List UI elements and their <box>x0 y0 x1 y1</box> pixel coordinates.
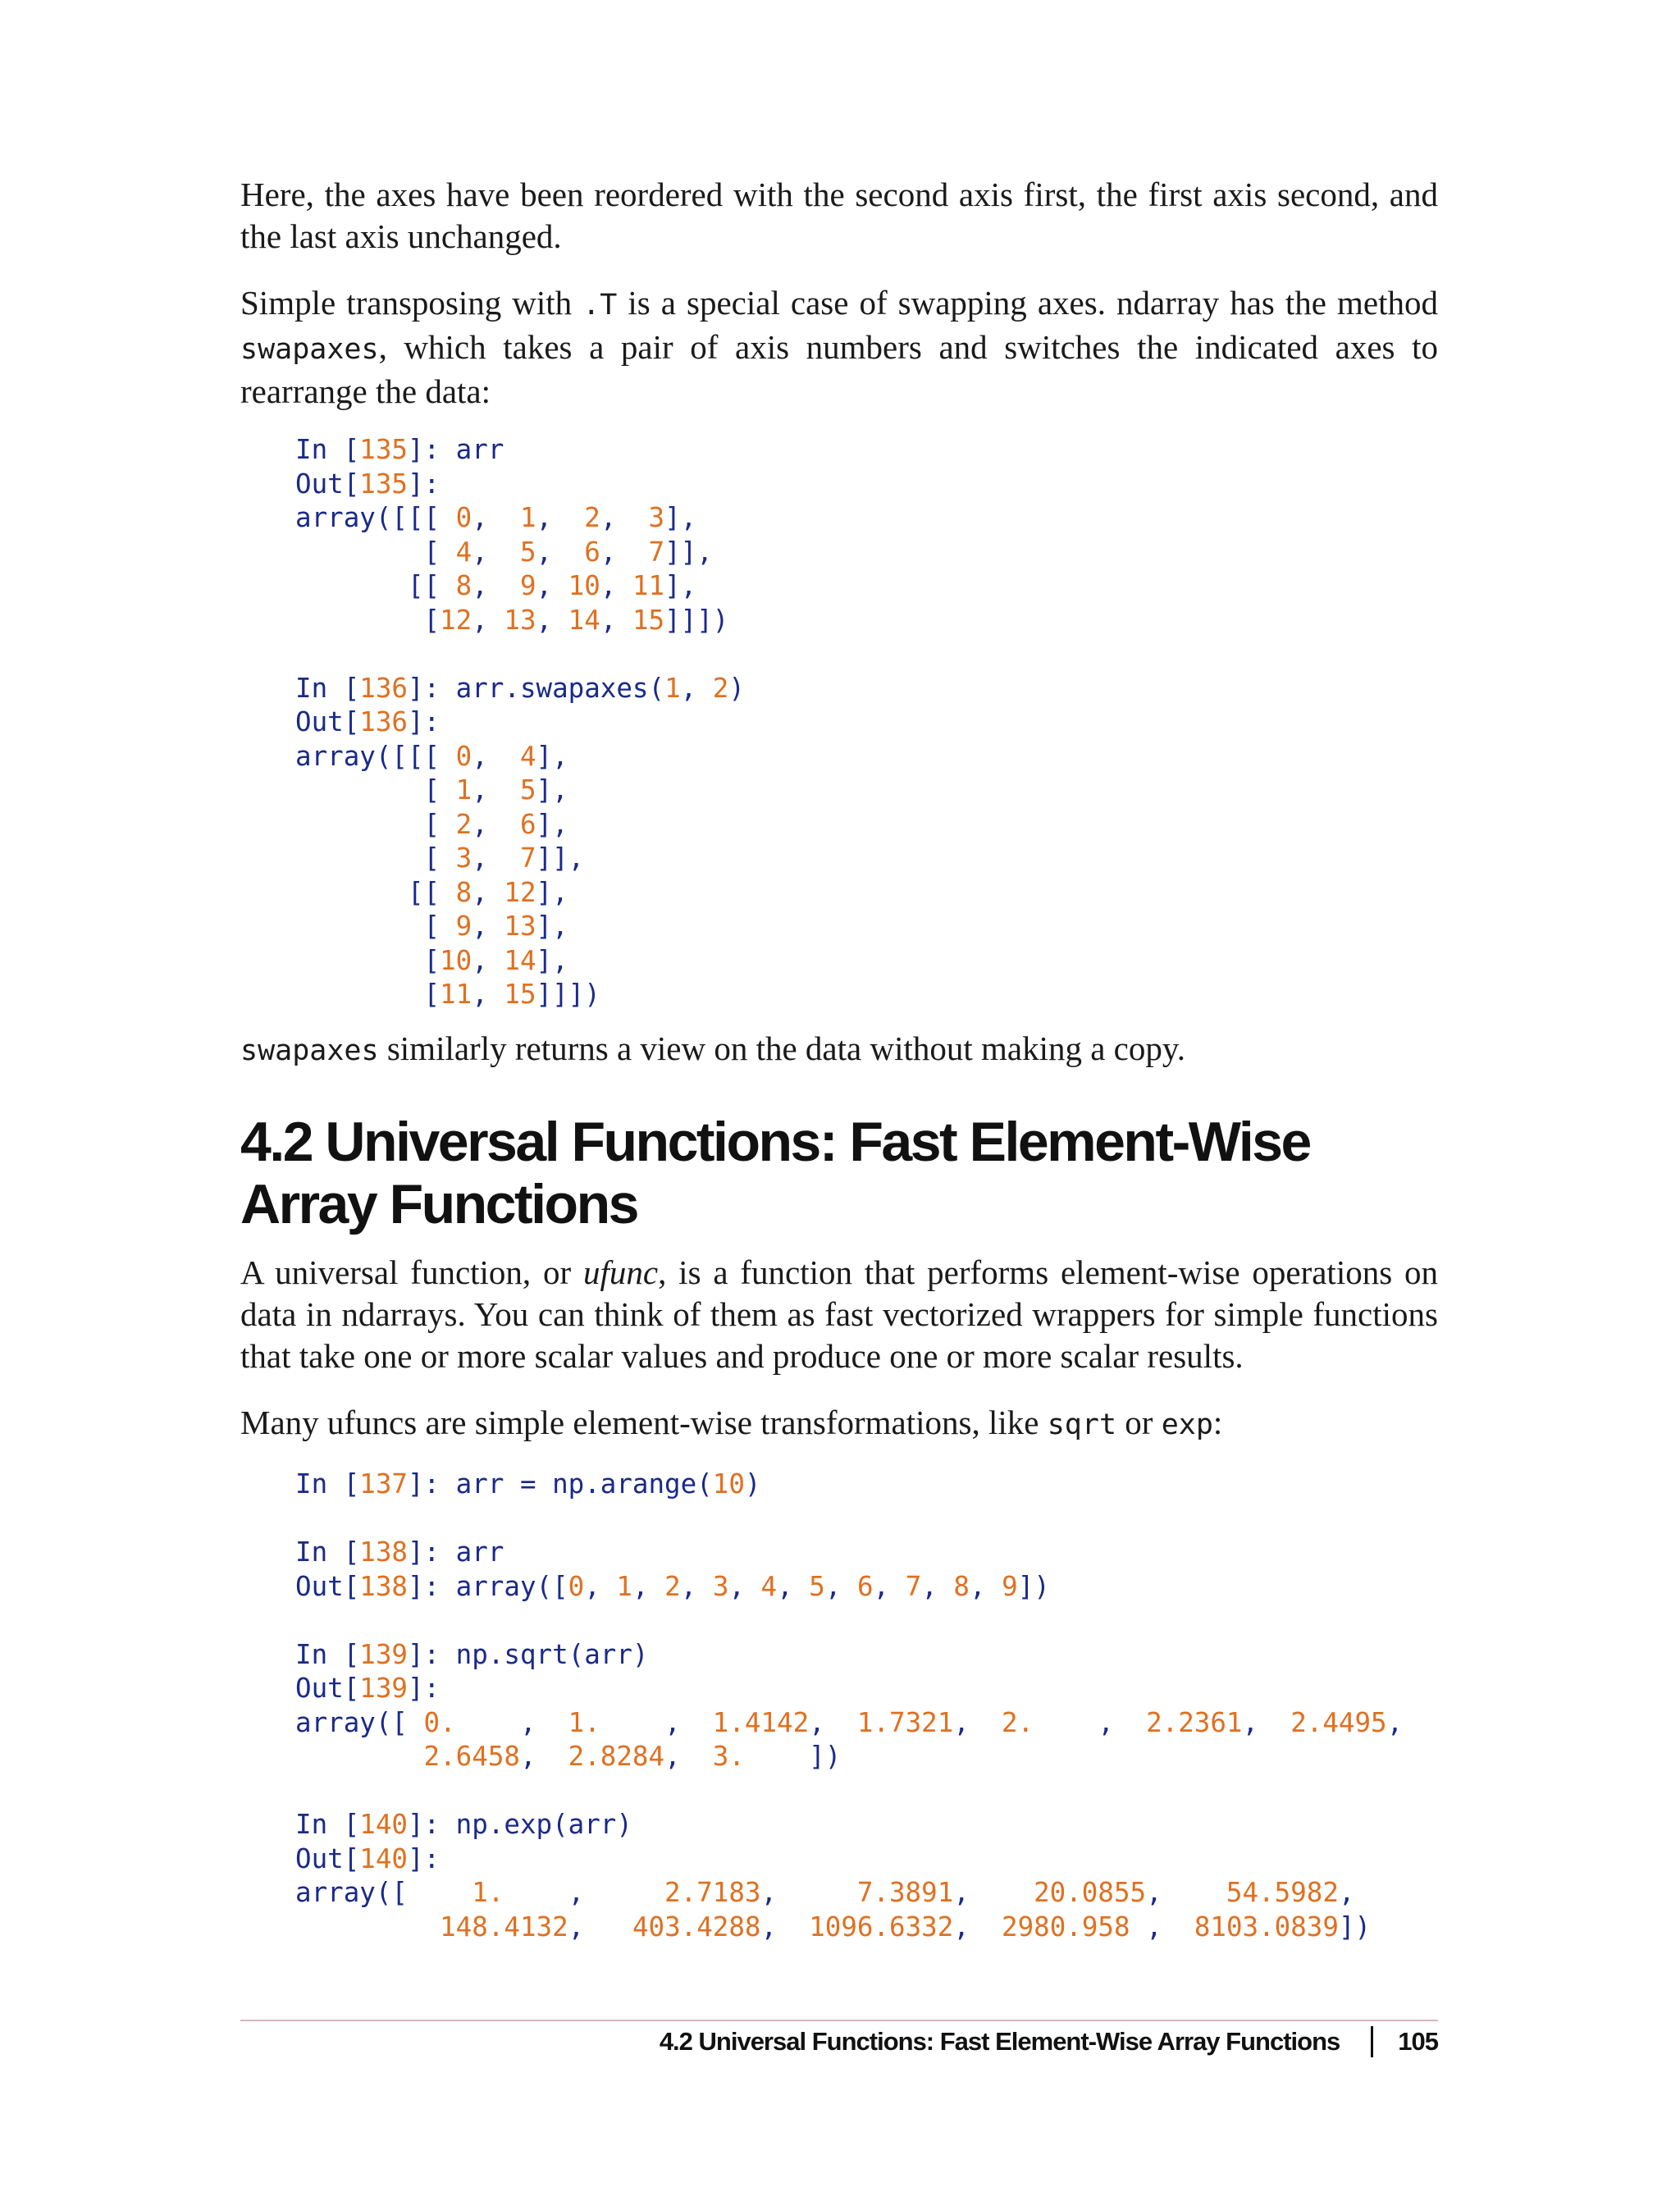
code-text: ]: <box>407 1842 441 1874</box>
code-text: , <box>632 1570 665 1602</box>
code-text: ]: <box>407 468 441 500</box>
code-text: , <box>536 502 585 533</box>
code-text <box>295 1911 440 1942</box>
code-line <box>295 1911 1403 1945</box>
code-line <box>295 433 745 468</box>
code-line <box>295 1808 1403 1842</box>
code-number: 140 <box>359 1809 408 1840</box>
code-number: 14 <box>568 604 600 636</box>
code-line <box>295 842 745 876</box>
code-text: ]: <box>407 1673 441 1704</box>
code-line <box>295 1876 1403 1911</box>
code-number: 0. <box>423 1706 456 1738</box>
code-text: , <box>519 1741 568 1772</box>
inline-code-swapaxes: swapaxes <box>240 1034 379 1067</box>
code-text: [[ <box>295 876 456 908</box>
code-line <box>295 944 745 979</box>
code-text: ) <box>744 1468 761 1500</box>
code-text: , <box>472 570 520 601</box>
code-line <box>295 1672 1403 1706</box>
code-line <box>295 672 745 706</box>
code-number: 8103.0839 <box>1194 1911 1339 1942</box>
code-text: , <box>600 1706 713 1738</box>
code-number: 13 <box>504 911 536 942</box>
code-text: [ <box>295 842 456 874</box>
code-line <box>295 1604 1403 1638</box>
code-text: , <box>472 979 504 1010</box>
footer-rule <box>240 2020 1438 2021</box>
code-text: , <box>504 1877 665 1908</box>
code-text: , <box>472 502 520 533</box>
code-line <box>295 1502 1403 1536</box>
text: similarly returns a view on the data without making a copy. <box>378 1029 1185 1067</box>
code-number: 6 <box>856 1570 874 1602</box>
code-number: 10 <box>568 570 600 601</box>
code-text: [ <box>343 1842 360 1874</box>
paragraph-many-ufuncs <box>240 1402 1438 1446</box>
code-number: 4 <box>519 740 536 772</box>
code-text: , <box>455 1706 568 1738</box>
code-number: 4 <box>455 536 472 568</box>
code-number: 1.4142 <box>712 1706 810 1738</box>
code-prompt: In <box>295 1809 328 1840</box>
code-number: 2.7183 <box>664 1877 761 1908</box>
section-heading: 4.2 Universal Functions: Fast Element-Wise Array Functions <box>240 1111 1310 1235</box>
code-number: 6 <box>584 536 600 568</box>
code-text: , <box>536 536 585 568</box>
code-text: , <box>921 1570 954 1602</box>
code-text: , <box>1034 1706 1147 1738</box>
code-text: ]]]) <box>536 979 600 1010</box>
code-number: 11 <box>632 570 665 601</box>
code-line <box>295 978 745 1012</box>
code-number: 138 <box>359 1536 408 1568</box>
code-text: , <box>472 604 504 636</box>
code-text: ], <box>664 570 697 601</box>
code-text: [ <box>343 468 360 500</box>
code-number: 1 <box>455 774 472 806</box>
code-text: , <box>600 502 649 533</box>
code-line <box>295 1638 1403 1673</box>
code-number: 12 <box>440 604 472 636</box>
code-text: ]: array([ <box>407 1570 568 1602</box>
code-number: 54.5982 <box>1226 1877 1339 1908</box>
code-text: , <box>472 536 520 568</box>
code-line <box>295 876 745 911</box>
code-line <box>295 808 745 842</box>
code-line <box>295 1706 1403 1741</box>
code-text: , <box>600 536 649 568</box>
code-text: , <box>472 774 520 806</box>
code-text: ]: arr <box>407 434 504 465</box>
code-number: 8 <box>953 1570 970 1602</box>
code-number: 138 <box>359 1570 408 1602</box>
code-line <box>295 740 745 774</box>
code-text <box>295 1741 424 1772</box>
code-number: 12 <box>504 876 536 908</box>
code-text: array([[[ <box>295 740 456 772</box>
code-text: ]: np.sqrt(arr) <box>407 1638 649 1670</box>
code-text: , <box>953 1911 1002 1942</box>
code-prompt: In <box>295 434 328 465</box>
code-number: 9 <box>519 570 536 601</box>
code-number: 139 <box>359 1638 408 1670</box>
code-line <box>295 1740 1403 1774</box>
code-text: , <box>1242 1706 1291 1738</box>
code-prompt: In <box>295 672 328 704</box>
text: Simple transposing with <box>240 284 583 322</box>
code-number: 137 <box>359 1468 408 1500</box>
code-text: ]: <box>407 706 441 737</box>
code-text: [ <box>343 1673 360 1704</box>
code-number: 2.4495 <box>1290 1706 1387 1738</box>
code-number: 7 <box>905 1570 922 1602</box>
code-text: , <box>760 1877 857 1908</box>
code-number: 0 <box>568 1570 585 1602</box>
code-number: 8 <box>455 570 472 601</box>
code-number: 2.8284 <box>568 1741 665 1772</box>
text: or <box>1116 1404 1162 1441</box>
code-text: , <box>728 1570 761 1602</box>
code-text: ], <box>536 740 568 772</box>
code-text: ) <box>728 672 745 704</box>
text: A universal function, or <box>240 1253 583 1291</box>
code-text: [ <box>327 1468 360 1500</box>
code-text: , <box>873 1570 906 1602</box>
code-number: 15 <box>504 979 536 1010</box>
code-number: 2.2361 <box>1146 1706 1243 1738</box>
code-text: [ <box>295 774 456 806</box>
code-text: , <box>472 842 520 874</box>
code-number: 0 <box>455 740 472 772</box>
code-number: 15 <box>632 604 665 636</box>
code-line <box>295 536 745 570</box>
code-line <box>295 705 745 740</box>
code-text: [ <box>327 434 360 465</box>
code-prompt: Out <box>295 706 344 737</box>
code-text: [ <box>343 1570 360 1602</box>
page-footer <box>660 2026 1438 2057</box>
code-number: 2 <box>664 1570 681 1602</box>
code-number: 3 <box>648 502 665 533</box>
code-number: 7 <box>519 842 536 874</box>
code-text: ]], <box>664 536 713 568</box>
code-number: 403.4288 <box>632 1911 761 1942</box>
code-number: 11 <box>440 979 472 1010</box>
code-number: 10 <box>440 944 472 976</box>
code-text: [ <box>327 1809 360 1840</box>
inline-code-sqrt: sqrt <box>1047 1408 1117 1441</box>
code-text: , <box>969 1570 1002 1602</box>
code-text: ]: arr = np.arange( <box>407 1468 713 1500</box>
code-number: 3 <box>712 1570 729 1602</box>
paragraph-swapaxes-view <box>240 1028 1438 1072</box>
code-text: , <box>472 740 520 772</box>
paragraph-ufunc-definition <box>240 1252 1438 1377</box>
code-text: , <box>809 1706 857 1738</box>
code-text: , <box>1386 1706 1404 1738</box>
code-number: 9 <box>1002 1570 1018 1602</box>
code-prompt: Out <box>295 1673 344 1704</box>
code-text: , <box>824 1570 857 1602</box>
text: is a special case of swapping axes. ndarray has the method <box>617 284 1438 322</box>
code-text: , <box>472 944 504 976</box>
code-text: [ <box>295 911 456 942</box>
code-number: 2980.958 <box>1002 1911 1130 1942</box>
code-number: 1 <box>616 1570 632 1602</box>
text: : <box>1212 1404 1223 1441</box>
code-text: [ <box>327 1638 360 1670</box>
code-number: 3. <box>712 1741 745 1772</box>
code-text: ]: arr <box>407 1536 504 1568</box>
code-line <box>295 1468 1403 1502</box>
code-line <box>295 910 745 944</box>
code-number: 148.4132 <box>440 1911 568 1942</box>
code-prompt: In <box>295 1536 328 1568</box>
code-number: 1 <box>664 672 681 704</box>
code-number: 136 <box>359 672 408 704</box>
code-block-swapaxes <box>295 433 745 1012</box>
text: , which takes a pair of axis numbers and switches the indicated axes to rearrange the data: <box>240 328 1438 410</box>
code-number: 2 <box>584 502 600 533</box>
inline-code-T: .T <box>582 289 618 322</box>
code-text: [ <box>295 944 441 976</box>
code-prompt: In <box>295 1468 328 1500</box>
code-text: , <box>536 570 568 601</box>
code-text: , <box>680 672 713 704</box>
paragraph-transposing <box>240 282 1438 413</box>
code-text: , <box>953 1706 1002 1738</box>
text: , is a function that performs element-wise operations on data in ndarrays. You can think of them as fast vectorized wrappers for simple functions that take one or more scalar values and produce one or more scalar results. <box>240 1253 1439 1375</box>
footer-section-title: 4.2 Universal Functions: Fast Element-Wise Array Functions <box>659 2027 1340 2056</box>
code-line <box>295 1842 1403 1877</box>
code-line <box>295 1570 1403 1605</box>
code-text: [ <box>295 604 441 636</box>
code-text: array([ <box>295 1877 472 1908</box>
code-number: 7.3891 <box>856 1877 954 1908</box>
code-text: array([[[ <box>295 502 456 533</box>
code-text: , <box>680 1570 713 1602</box>
code-text: ], <box>536 774 568 806</box>
code-text: array([ <box>295 1706 424 1738</box>
code-text: , <box>664 1741 713 1772</box>
code-prompt: Out <box>295 1842 344 1874</box>
code-number: 1.7321 <box>856 1706 954 1738</box>
code-text: ]) <box>744 1741 842 1772</box>
code-text: ], <box>536 911 568 942</box>
code-number: 13 <box>504 604 536 636</box>
code-text: ]) <box>1017 1570 1050 1602</box>
inline-code-exp: exp <box>1161 1408 1213 1441</box>
code-line <box>295 468 745 502</box>
code-text: , <box>568 1911 632 1942</box>
code-number: 1 <box>519 502 536 533</box>
code-number: 20.0855 <box>1034 1877 1147 1908</box>
code-number: 139 <box>359 1673 408 1704</box>
code-line <box>295 604 745 638</box>
code-text: ], <box>536 876 568 908</box>
code-number: 7 <box>648 536 665 568</box>
code-text: ]], <box>536 842 585 874</box>
code-number: 14 <box>504 944 536 976</box>
code-number: 9 <box>455 911 472 942</box>
code-text: , <box>1130 1911 1194 1942</box>
code-number: 3 <box>455 842 472 874</box>
code-number: 0 <box>455 502 472 533</box>
code-text: [ <box>343 706 360 737</box>
code-line <box>295 501 745 536</box>
code-text: , <box>1338 1877 1355 1908</box>
code-prompt: Out <box>295 468 344 500</box>
code-text: ], <box>536 808 568 840</box>
code-text: ], <box>664 502 697 533</box>
code-prompt: In <box>295 1638 328 1670</box>
code-number: 1. <box>568 1706 600 1738</box>
code-text: , <box>777 1570 810 1602</box>
code-text: ]]]) <box>664 604 729 636</box>
code-text: , <box>536 604 568 636</box>
inline-code-swapaxes: swapaxes <box>240 333 379 366</box>
code-number: 5 <box>519 774 536 806</box>
code-line <box>295 1774 1403 1809</box>
code-text: [ <box>295 536 456 568</box>
code-text: , <box>953 1877 1034 1908</box>
code-number: 2.6458 <box>423 1741 520 1772</box>
code-number: 8 <box>455 876 472 908</box>
text: Many ufuncs are simple element-wise transformations, like <box>240 1404 1048 1441</box>
code-number: 2 <box>455 808 472 840</box>
code-text: [ <box>295 979 441 1010</box>
code-number: 1096.6332 <box>809 1911 954 1942</box>
code-number: 5 <box>519 536 536 568</box>
code-text: , <box>600 604 632 636</box>
code-number: 2. <box>1001 1706 1034 1738</box>
code-prompt: Out <box>295 1570 344 1602</box>
code-number: 6 <box>519 808 536 840</box>
code-text: , <box>472 911 504 942</box>
code-line <box>295 569 745 604</box>
code-text: ], <box>536 944 568 976</box>
code-number: 2 <box>712 672 729 704</box>
code-text: , <box>1146 1877 1226 1908</box>
code-number: 5 <box>809 1570 825 1602</box>
code-text: , <box>600 570 632 601</box>
code-number: 140 <box>359 1842 408 1874</box>
code-line <box>295 637 745 672</box>
code-number: 135 <box>359 434 408 465</box>
code-text: [ <box>327 672 360 704</box>
code-number: 1. <box>472 1877 504 1908</box>
code-text: , <box>472 876 504 908</box>
code-text: [ <box>295 808 456 840</box>
code-text: ]) <box>1338 1911 1372 1942</box>
code-number: 135 <box>359 468 408 500</box>
code-text: , <box>584 1570 617 1602</box>
code-number: 10 <box>712 1468 745 1500</box>
code-number: 136 <box>359 706 408 737</box>
code-text: , <box>472 808 520 840</box>
code-block-ufuncs <box>295 1468 1403 1944</box>
code-text: , <box>760 1911 810 1942</box>
footer-separator <box>1371 2026 1373 2057</box>
code-text: [[ <box>295 570 456 601</box>
code-line <box>295 1536 1403 1570</box>
code-text: ]: arr.swapaxes( <box>407 672 665 704</box>
code-text: [ <box>327 1536 360 1568</box>
emphasis-ufunc: ufunc <box>583 1253 659 1291</box>
code-number: 4 <box>760 1570 778 1602</box>
code-line <box>295 774 745 808</box>
paragraph-axes-reordered: Here, the axes have been reordered with the second axis first, the first axis second, and the last axis unchanged. <box>240 176 1438 255</box>
page-number: 105 <box>1398 2027 1438 2056</box>
code-text: ]: np.exp(arr) <box>407 1809 632 1840</box>
